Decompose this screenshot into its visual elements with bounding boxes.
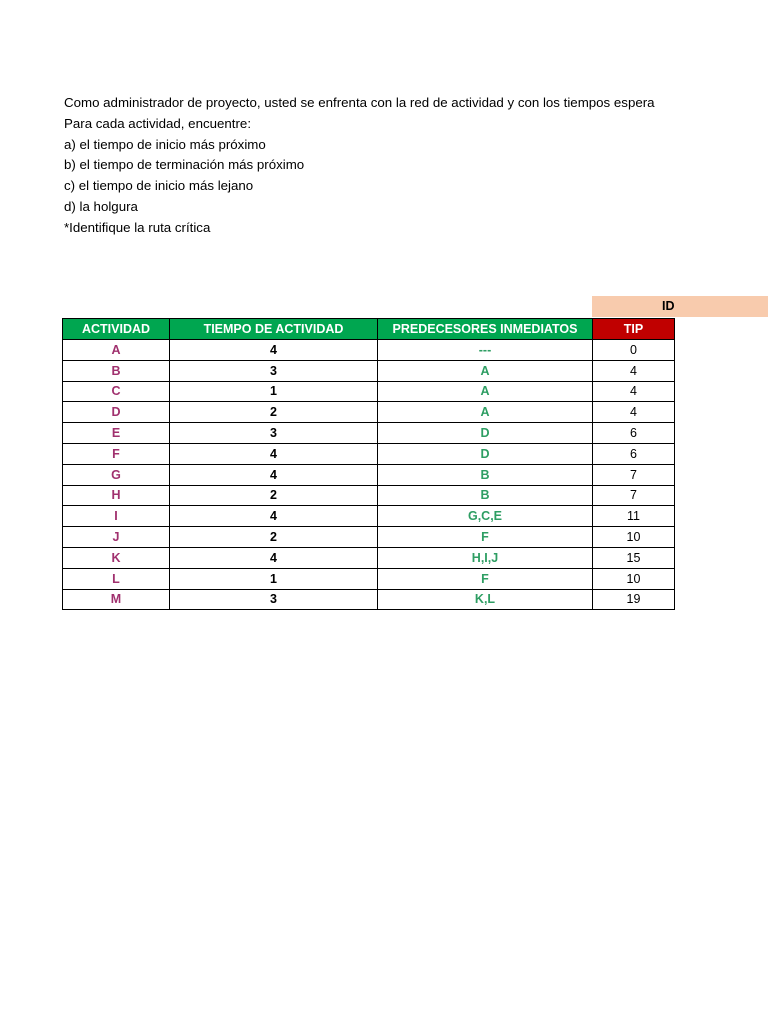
cell-tip: 4	[593, 381, 675, 402]
cell-tip: 6	[593, 443, 675, 464]
cell-predecessors: H,I,J	[378, 547, 593, 568]
cell-activity: C	[63, 381, 170, 402]
cell-tip: 10	[593, 527, 675, 548]
cell-activity: H	[63, 485, 170, 506]
cell-predecessors: A	[378, 381, 593, 402]
cell-predecessors: B	[378, 485, 593, 506]
header-actividad: ACTIVIDAD	[63, 319, 170, 340]
cell-activity: F	[63, 443, 170, 464]
table-row	[63, 506, 675, 527]
cell-predecessors: B	[378, 464, 593, 485]
cell-tip: 7	[593, 485, 675, 506]
instruction-line-d: d) la holgura	[64, 198, 138, 214]
header-tiempo: TIEMPO DE ACTIVIDAD	[170, 319, 378, 340]
cell-tip: 6	[593, 423, 675, 444]
cell-tip: 7	[593, 464, 675, 485]
instruction-line-c: c) el tiempo de inicio más lejano	[64, 178, 254, 194]
id-header-label: ID	[662, 299, 675, 313]
table-row	[63, 589, 675, 610]
table-row	[63, 402, 675, 423]
table-row	[63, 527, 675, 548]
cell-time: 4	[170, 547, 378, 568]
cell-activity: E	[63, 423, 170, 444]
cell-predecessors: K,L	[378, 589, 593, 610]
instruction-line-intro: Como administrador de proyecto, usted se enfrenta con la red de actividad y con los tiempos espera	[64, 95, 655, 110]
cell-activity: B	[63, 360, 170, 381]
instruction-line-critical-path: *Identifique la ruta crítica	[64, 219, 211, 235]
cell-tip: 11	[593, 506, 675, 527]
table-row	[63, 485, 675, 506]
cell-tip: 19	[593, 589, 675, 610]
cell-predecessors: D	[378, 443, 593, 464]
instruction-line-b: b) el tiempo de terminación más próximo	[64, 157, 305, 173]
activity-table	[62, 318, 675, 610]
cell-time: 4	[170, 340, 378, 361]
cell-predecessors: F	[378, 568, 593, 589]
cell-predecessors: G,C,E	[378, 506, 593, 527]
cell-activity: D	[63, 402, 170, 423]
table-row	[63, 340, 675, 361]
cell-predecessors: A	[378, 402, 593, 423]
cell-time: 3	[170, 360, 378, 381]
cell-activity: M	[63, 589, 170, 610]
cell-tip: 10	[593, 568, 675, 589]
cell-time: 3	[170, 589, 378, 610]
table-row	[63, 360, 675, 381]
cell-time: 4	[170, 464, 378, 485]
instruction-line-task: Para cada actividad, encuentre:	[64, 115, 252, 131]
table-row	[63, 464, 675, 485]
cell-activity: A	[63, 340, 170, 361]
cell-tip: 4	[593, 402, 675, 423]
cell-time: 4	[170, 506, 378, 527]
cell-time: 2	[170, 527, 378, 548]
cell-time: 2	[170, 402, 378, 423]
cell-time: 1	[170, 568, 378, 589]
cell-activity: L	[63, 568, 170, 589]
cell-predecessors: F	[378, 527, 593, 548]
table-row	[63, 547, 675, 568]
cell-tip: 0	[593, 340, 675, 361]
table-row	[63, 423, 675, 444]
cell-activity: G	[63, 464, 170, 485]
cell-predecessors: D	[378, 423, 593, 444]
table-row	[63, 568, 675, 589]
instructions-block	[64, 93, 674, 239]
cell-predecessors: A	[378, 360, 593, 381]
cell-time: 3	[170, 423, 378, 444]
header-predecesores: PREDECESORES INMEDIATOS	[378, 319, 593, 340]
table-row	[63, 443, 675, 464]
cell-time: 4	[170, 443, 378, 464]
cell-activity: I	[63, 506, 170, 527]
id-header-cell	[592, 296, 768, 317]
cell-time: 1	[170, 381, 378, 402]
cell-time: 2	[170, 485, 378, 506]
table-header-row	[63, 319, 675, 340]
cell-activity: J	[63, 527, 170, 548]
header-tip: TIP	[593, 319, 675, 340]
cell-predecessors: ---	[378, 340, 593, 361]
cell-activity: K	[63, 547, 170, 568]
cell-tip: 4	[593, 360, 675, 381]
table-row	[63, 381, 675, 402]
cell-tip: 15	[593, 547, 675, 568]
instruction-line-a: a) el tiempo de inicio más próximo	[64, 136, 266, 152]
